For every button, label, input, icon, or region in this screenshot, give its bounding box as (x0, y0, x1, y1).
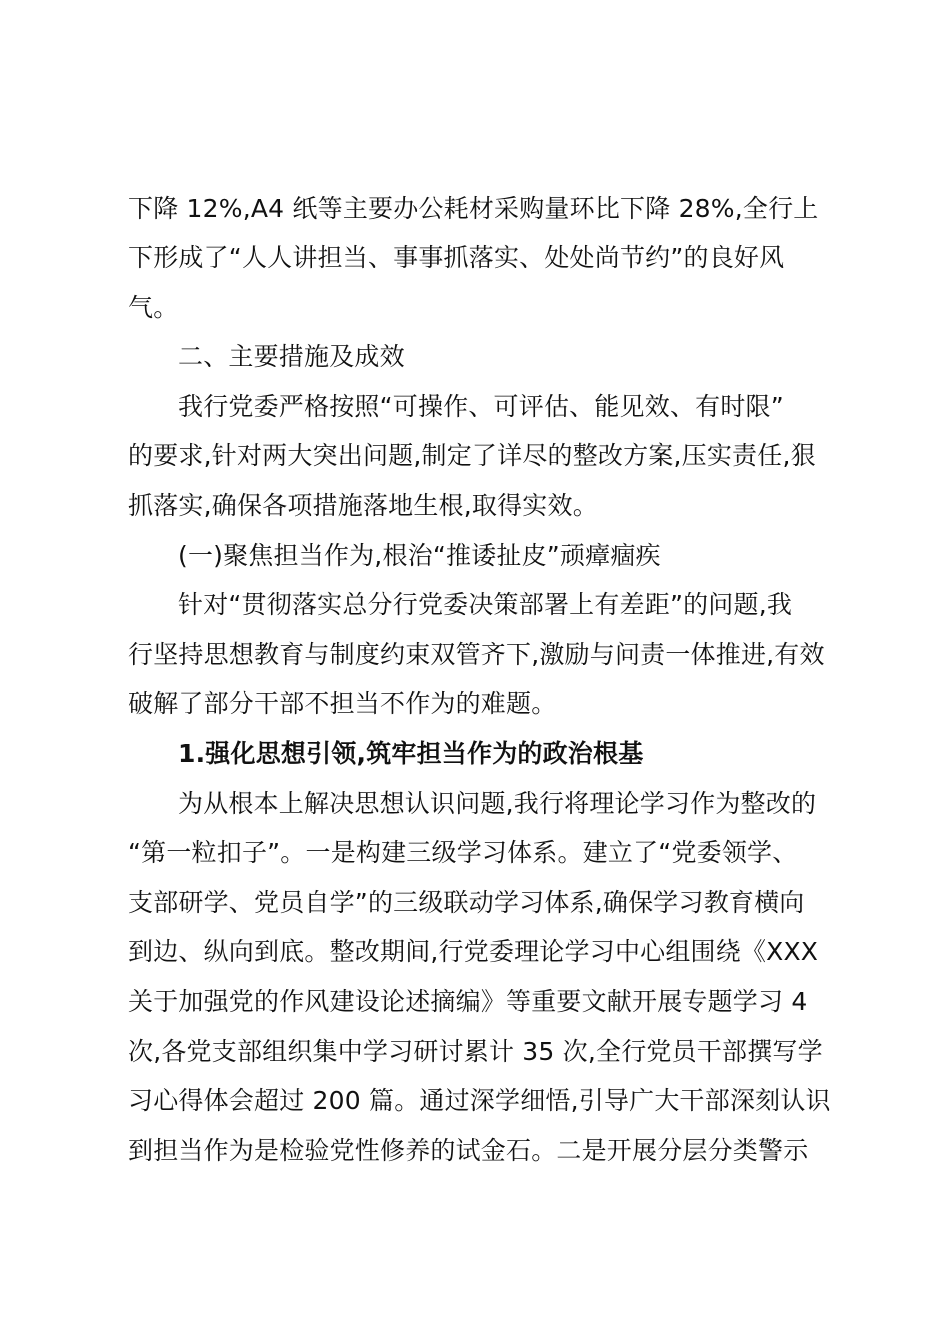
text-line: 我行党委严格按照“可操作、可评估、能见效、有时限” (178, 391, 784, 421)
text-line: 气。 (128, 292, 179, 322)
paragraph (128, 779, 848, 1176)
text-line: 1.强化思想引领,筑牢担当作为的政治根基 (178, 739, 644, 769)
text-line: 行坚持思想教育与制度约束双管齐下,激励与问责一体推进,有效 (128, 639, 825, 669)
text-line: 关于加强党的作风建设论述摘编》等重要文献开展专题学习 4 (128, 987, 808, 1016)
text-line: 下降 12%,A4 纸等主要办公耗材采购量环比下降 28%,全行上 (128, 193, 819, 223)
text-line: 支部研学、党员自学”的三级联动学习体系,确保学习教育横向 (128, 887, 805, 917)
text-line: 次,各党支部组织集中学习研讨累计 35 次,全行党员干部撰写学 (128, 1036, 823, 1066)
text-line: 下形成了“人人讲担当、事事抓落实、处处尚节约”的良好风 (128, 243, 785, 273)
section-heading (128, 332, 848, 382)
paragraph (128, 580, 848, 729)
section-heading (128, 531, 848, 581)
text-line: (一)聚焦担当作为,根治“推诿扯皮”顽瘴痼疾 (178, 540, 661, 570)
document-page (128, 184, 848, 1176)
paragraph (128, 382, 848, 531)
text-line: 破解了部分干部不担当不作为的难题。 (128, 689, 557, 719)
text-line: “第一粒扣子”。一是构建三级学习体系。建立了“党委领学、 (128, 838, 798, 868)
paragraph (128, 184, 848, 333)
text-line: 到担当作为是检验党性修养的试金石。二是开展分层分类警示 (128, 1135, 809, 1165)
section-subheading (128, 729, 848, 779)
text-line: 的要求,针对两大突出问题,制定了详尽的整改方案,压实责任,狠 (128, 441, 816, 471)
text-line: 习心得体会超过 200 篇。通过深学细悟,引导广大干部深刻认识 (128, 1086, 831, 1116)
text-line: 为从根本上解决思想认识问题,我行将理论学习作为整改的 (178, 788, 817, 818)
text-line: 抓落实,确保各项措施落地生根,取得实效。 (128, 491, 598, 521)
text-line: 针对“贯彻落实总分行党委决策部署上有差距”的问题,我 (178, 590, 793, 620)
text-line: 二、主要措施及成效 (178, 342, 405, 372)
text-line: 到边、纵向到底。整改期间,行党委理论学习中心组围绕《XXX (128, 937, 819, 967)
